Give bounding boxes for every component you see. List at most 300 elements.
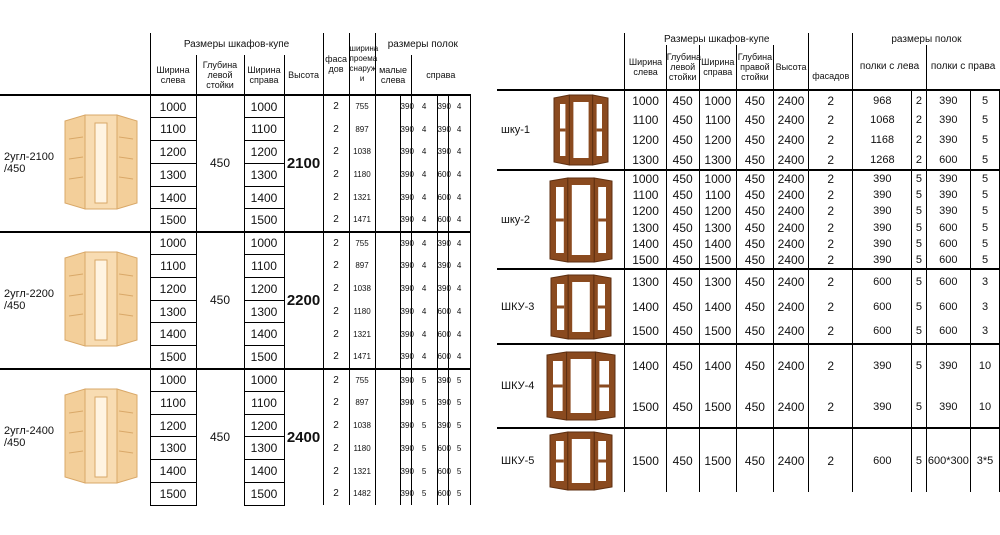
- cell-n2: 3: [971, 269, 1000, 294]
- table-row: [0, 369, 470, 392]
- width-left-cell: 1100: [150, 391, 196, 414]
- cell-dl: 450: [666, 130, 699, 150]
- cell-pl: 390: [853, 344, 912, 386]
- cell-dl: 450: [666, 90, 699, 110]
- right-shelf-cell: 600: [437, 437, 448, 460]
- cell-f: 2: [809, 170, 853, 187]
- opening-cell: 1321: [349, 323, 375, 346]
- cell-pl: 390: [853, 187, 912, 204]
- cell-h: 2400: [773, 187, 808, 204]
- cell-pl: 1168: [853, 130, 912, 150]
- width-right-cell: 1500: [244, 346, 284, 369]
- facades-cell: 2: [323, 118, 349, 141]
- cell-pr: 390: [926, 110, 970, 130]
- width-right-cell: 1100: [244, 391, 284, 414]
- cell-pr: 600: [926, 319, 970, 344]
- cell-dl: 450: [666, 220, 699, 237]
- right-shelf-count-cell: 4: [448, 141, 470, 164]
- right-shelf-cell: 390: [437, 95, 448, 118]
- width-right-cell: 1400: [244, 323, 284, 346]
- width-right-cell: 1200: [244, 414, 284, 437]
- cell-n1: 5: [912, 428, 926, 492]
- opening-cell: 1180: [349, 300, 375, 323]
- small-left-count-cell: 5: [411, 483, 437, 506]
- wardrobe-image: [53, 95, 150, 232]
- small-left-count-cell: 4: [411, 95, 437, 118]
- cell-n1: 2: [912, 90, 926, 110]
- cell-wr: 1100: [699, 187, 736, 204]
- opening-cell: 1038: [349, 277, 375, 300]
- small-left-cell: 390: [400, 255, 411, 278]
- width-left-cell: 1500: [150, 483, 196, 506]
- right-shelf-count-cell: 5: [448, 483, 470, 506]
- left-wardrobe-table: [0, 33, 471, 506]
- cell-h: 2400: [773, 428, 808, 492]
- cell-dl: 450: [666, 319, 699, 344]
- cell-wl: 1200: [625, 130, 666, 150]
- cell-n1: 5: [912, 269, 926, 294]
- small-left-cell: 390: [400, 369, 411, 392]
- cell-wl: 1400: [625, 236, 666, 253]
- opening-cell: 1482: [349, 483, 375, 506]
- cell-pl: 390: [853, 386, 912, 428]
- right-shelf-count-cell: 5: [448, 437, 470, 460]
- cell-n1: 5: [912, 220, 926, 237]
- cell-pr: 390: [926, 90, 970, 110]
- cell-pr: 600: [926, 269, 970, 294]
- cell-n1: 5: [912, 344, 926, 386]
- facades-cell: 2: [323, 163, 349, 186]
- spacer-cell: [375, 483, 400, 506]
- shelf-sizes-header: размеры полок: [375, 33, 470, 55]
- small-left-cell: 390: [400, 483, 411, 506]
- spacer-cell: [375, 323, 400, 346]
- spacer-cell: [375, 300, 400, 323]
- right-shelf-count-cell: 5: [448, 369, 470, 392]
- cell-dl: 450: [666, 203, 699, 220]
- cell-n2: 5: [971, 187, 1000, 204]
- cell-h: 2400: [773, 170, 808, 187]
- cell-n1: 5: [912, 203, 926, 220]
- cell-wr: 1500: [699, 319, 736, 344]
- right-shelf-cell: 600: [437, 483, 448, 506]
- cell-dr: 450: [736, 294, 773, 319]
- cell-f: 2: [809, 253, 853, 270]
- small-left-cell: 390: [400, 414, 411, 437]
- cell-wr: 1500: [699, 253, 736, 270]
- spacer-cell: [375, 141, 400, 164]
- cell-f: 2: [809, 130, 853, 150]
- small-left-count-cell: 5: [411, 369, 437, 392]
- model-name: ШКУ-5: [497, 428, 538, 492]
- opening-cell: 1321: [349, 186, 375, 209]
- width-left-cell: 1300: [150, 437, 196, 460]
- cell-pl: 390: [853, 236, 912, 253]
- width-left-cell: 1300: [150, 163, 196, 186]
- right-shelf-cell: 600: [437, 300, 448, 323]
- opening-cell: 755: [349, 369, 375, 392]
- cell-f: 2: [809, 294, 853, 319]
- cell-pl: 1268: [853, 150, 912, 170]
- width-right-cell: 1000: [244, 369, 284, 392]
- wardrobe-image: [538, 344, 625, 428]
- small-left-cell: 390: [400, 186, 411, 209]
- opening-cell: 1180: [349, 437, 375, 460]
- cell-dl: 450: [666, 386, 699, 428]
- cell-dr: 450: [736, 236, 773, 253]
- cell-h: 2400: [773, 203, 808, 220]
- right-shelf-count-cell: 4: [448, 346, 470, 369]
- depth-left-header: Глубина левой стойки: [196, 55, 244, 95]
- right-shelf-cell: 390: [437, 255, 448, 278]
- right-shelf-cell: 390: [437, 141, 448, 164]
- cell-n2: 3: [971, 294, 1000, 319]
- small-left-count-cell: 4: [411, 277, 437, 300]
- table-row: [497, 269, 1000, 294]
- width-left-cell: 1400: [150, 323, 196, 346]
- cell-dr: 450: [736, 203, 773, 220]
- width-left-cell: 1100: [150, 118, 196, 141]
- small-left-count-cell: 5: [411, 391, 437, 414]
- right-shelf-cell: 390: [437, 369, 448, 392]
- small-left-cell: 390: [400, 163, 411, 186]
- right-shelf-count-cell: 4: [448, 277, 470, 300]
- cell-f: 2: [809, 236, 853, 253]
- cell-wl: 1400: [625, 294, 666, 319]
- facades-cell: 2: [323, 414, 349, 437]
- cell-h: 2400: [773, 344, 808, 386]
- wardrobe-image: [53, 232, 150, 369]
- cell-pr: 390: [926, 344, 970, 386]
- cell-wl: 1000: [625, 90, 666, 110]
- width-right-cell: 1200: [244, 277, 284, 300]
- width-left-cell: 1500: [150, 346, 196, 369]
- opening-cell: 897: [349, 391, 375, 414]
- opening-cell: 1180: [349, 163, 375, 186]
- small-left-header: малые слева: [375, 55, 411, 95]
- cell-h: 2400: [773, 110, 808, 130]
- cell-pr: 390: [926, 187, 970, 204]
- sizes-header: Размеры шкафов-купе: [150, 33, 323, 55]
- cell-f: 2: [809, 428, 853, 492]
- facades-cell: 2: [323, 437, 349, 460]
- cell-wl: 1200: [625, 203, 666, 220]
- right-shelf-count-cell: 4: [448, 209, 470, 232]
- right-shelf-count-cell: 4: [448, 95, 470, 118]
- table-row: [497, 90, 1000, 110]
- facades-cell: 2: [323, 323, 349, 346]
- cell-wl: 1500: [625, 428, 666, 492]
- cell-n2: 5: [971, 236, 1000, 253]
- cell-wr: 1300: [699, 150, 736, 170]
- small-left-count-cell: 4: [411, 209, 437, 232]
- cell-pl: 1068: [853, 110, 912, 130]
- facades-cell: 2: [323, 141, 349, 164]
- depth-left-header: Глубина левой стойки: [666, 45, 699, 90]
- cell-dr: 450: [736, 428, 773, 492]
- cell-f: 2: [809, 269, 853, 294]
- cell-wr: 1400: [699, 236, 736, 253]
- small-left-count-cell: 4: [411, 232, 437, 255]
- cell-n1: 5: [912, 294, 926, 319]
- cell-n1: 5: [912, 253, 926, 270]
- cell-wl: 1000: [625, 170, 666, 187]
- model-name: 2угл-2400 /450: [0, 369, 53, 506]
- width-right-cell: 1400: [244, 460, 284, 483]
- cell-f: 2: [809, 220, 853, 237]
- facades-cell: 2: [323, 346, 349, 369]
- cell-dr: 450: [736, 269, 773, 294]
- cell-wr: 1100: [699, 110, 736, 130]
- cell-wr: 1400: [699, 344, 736, 386]
- cell-dr: 450: [736, 187, 773, 204]
- cell-h: 2400: [773, 150, 808, 170]
- wardrobe-image: [538, 90, 625, 170]
- wardrobe-image: [538, 170, 625, 269]
- cell-n2: 5: [971, 170, 1000, 187]
- cell-dl: 450: [666, 428, 699, 492]
- right-wardrobe-table: [497, 33, 1000, 492]
- opening-cell: 1038: [349, 141, 375, 164]
- cell-h: 2400: [773, 220, 808, 237]
- small-left-cell: 390: [400, 118, 411, 141]
- shelves-left-header: полки с лева: [853, 45, 926, 90]
- right-shelf-count-cell: 4: [448, 255, 470, 278]
- cell-wl: 1400: [625, 344, 666, 386]
- facades-cell: 2: [323, 483, 349, 506]
- width-right-cell: 1400: [244, 186, 284, 209]
- cell-dl: 450: [666, 344, 699, 386]
- width-left-cell: 1000: [150, 95, 196, 118]
- cell-wr: 1400: [699, 294, 736, 319]
- spacer-cell: [375, 391, 400, 414]
- facades-cell: 2: [323, 232, 349, 255]
- cell-n2: 5: [971, 90, 1000, 110]
- cell-n2: 5: [971, 220, 1000, 237]
- spacer-cell: [375, 209, 400, 232]
- facades-cell: 2: [323, 300, 349, 323]
- width-right-cell: 1300: [244, 437, 284, 460]
- right-shelf-count-cell: 4: [448, 323, 470, 346]
- cell-wr: 1300: [699, 220, 736, 237]
- cell-wl: 1300: [625, 220, 666, 237]
- cell-n1: 2: [912, 110, 926, 130]
- cell-n2: 5: [971, 253, 1000, 270]
- height-cell: 2400: [284, 369, 323, 506]
- cell-wl: 1500: [625, 319, 666, 344]
- cell-wr: 1200: [699, 130, 736, 150]
- width-right-header: Ширина справа: [699, 45, 736, 90]
- cell-n2: 3: [971, 319, 1000, 344]
- small-left-cell: 390: [400, 323, 411, 346]
- spacer-cell: [375, 277, 400, 300]
- cell-pl: 390: [853, 220, 912, 237]
- small-left-count-cell: 4: [411, 186, 437, 209]
- small-left-count-cell: 4: [411, 141, 437, 164]
- depth-left-cell: 450: [196, 369, 244, 506]
- cell-dr: 450: [736, 150, 773, 170]
- small-left-count-cell: 4: [411, 346, 437, 369]
- height-header: Высота: [284, 55, 323, 95]
- width-left-header: Ширина слева: [150, 55, 196, 95]
- cell-pl: 968: [853, 90, 912, 110]
- cell-n1: 5: [912, 170, 926, 187]
- cell-pl: 390: [853, 253, 912, 270]
- right-shelf-count-cell: 4: [448, 163, 470, 186]
- right-shelf-cell: 390: [437, 232, 448, 255]
- cell-dr: 450: [736, 90, 773, 110]
- cell-n2: 5: [971, 150, 1000, 170]
- right-shelf-count-cell: 5: [448, 391, 470, 414]
- model-name: 2угл-2200 /450: [0, 232, 53, 369]
- width-right-cell: 1300: [244, 163, 284, 186]
- right-shelf-cell: 390: [437, 391, 448, 414]
- cell-h: 2400: [773, 386, 808, 428]
- width-right-cell: 1200: [244, 141, 284, 164]
- cell-n2: 10: [971, 344, 1000, 386]
- width-right-cell: 1100: [244, 118, 284, 141]
- cell-h: 2400: [773, 294, 808, 319]
- right-shelf-count-cell: 4: [448, 118, 470, 141]
- cell-pr: 600: [926, 220, 970, 237]
- right-shelf-cell: 600: [437, 209, 448, 232]
- small-left-cell: 390: [400, 141, 411, 164]
- cell-dl: 450: [666, 269, 699, 294]
- cell-pr: 390: [926, 203, 970, 220]
- cell-wr: 1200: [699, 203, 736, 220]
- cell-wl: 1300: [625, 269, 666, 294]
- right-shelf-cell: 600: [437, 163, 448, 186]
- spacer-cell: [375, 460, 400, 483]
- width-left-cell: 1000: [150, 369, 196, 392]
- spacer-cell: [375, 414, 400, 437]
- opening-cell: 755: [349, 95, 375, 118]
- opening-cell: 755: [349, 232, 375, 255]
- right-shelf-count-cell: 5: [448, 414, 470, 437]
- facades-cell: 2: [323, 369, 349, 392]
- right-header: справа: [411, 55, 470, 95]
- model-name: ШКУ-4: [497, 344, 538, 428]
- cell-wr: 1500: [699, 428, 736, 492]
- cell-n1: 5: [912, 319, 926, 344]
- opening-header: ширина проема снаруж и: [349, 33, 375, 95]
- cell-pr: 390: [926, 130, 970, 150]
- cell-h: 2400: [773, 319, 808, 344]
- cell-dr: 450: [736, 344, 773, 386]
- width-left-cell: 1300: [150, 300, 196, 323]
- cell-pl: 600: [853, 294, 912, 319]
- small-left-cell: 390: [400, 232, 411, 255]
- small-left-cell: 390: [400, 391, 411, 414]
- facades-cell: 2: [323, 209, 349, 232]
- table-row: [497, 344, 1000, 386]
- height-cell: 2100: [284, 95, 323, 232]
- cell-h: 2400: [773, 253, 808, 270]
- opening-cell: 1038: [349, 414, 375, 437]
- cell-pl: 600: [853, 269, 912, 294]
- spacer-cell: [375, 163, 400, 186]
- width-left-cell: 1100: [150, 255, 196, 278]
- cell-wl: 1500: [625, 386, 666, 428]
- small-left-count-cell: 4: [411, 323, 437, 346]
- table-row: [0, 232, 470, 255]
- cell-dl: 450: [666, 110, 699, 130]
- cell-dr: 450: [736, 319, 773, 344]
- right-shelf-cell: 390: [437, 414, 448, 437]
- cell-n2: 3*5: [971, 428, 1000, 492]
- small-left-count-cell: 4: [411, 300, 437, 323]
- width-right-cell: 1300: [244, 300, 284, 323]
- cell-pr: 390: [926, 386, 970, 428]
- right-shelf-cell: 390: [437, 277, 448, 300]
- small-left-cell: 390: [400, 300, 411, 323]
- facades-cell: 2: [323, 391, 349, 414]
- wardrobe-image: [538, 428, 625, 492]
- model-name: 2угл-2100 /450: [0, 95, 53, 232]
- cell-pl: 390: [853, 203, 912, 220]
- facades-cell: 2: [323, 277, 349, 300]
- width-left-cell: 1400: [150, 460, 196, 483]
- cell-pl: 390: [853, 170, 912, 187]
- cell-wl: 1500: [625, 253, 666, 270]
- width-left-cell: 1500: [150, 209, 196, 232]
- cell-pl: 600: [853, 319, 912, 344]
- small-left-count-cell: 4: [411, 255, 437, 278]
- shelf-sizes-header: размеры полок: [853, 33, 1000, 45]
- cell-pr: 600: [926, 150, 970, 170]
- right-shelf-cell: 390: [437, 118, 448, 141]
- opening-cell: 1471: [349, 346, 375, 369]
- small-left-count-cell: 4: [411, 163, 437, 186]
- table-row: [497, 428, 1000, 492]
- cell-dl: 450: [666, 170, 699, 187]
- small-left-count-cell: 4: [411, 118, 437, 141]
- cell-pr: 600: [926, 294, 970, 319]
- cell-wl: 1100: [625, 187, 666, 204]
- spacer-cell: [375, 186, 400, 209]
- width-right-cell: 1500: [244, 209, 284, 232]
- cell-wl: 1100: [625, 110, 666, 130]
- cell-h: 2400: [773, 90, 808, 110]
- right-shelf-cell: 600: [437, 186, 448, 209]
- width-left-cell: 1200: [150, 277, 196, 300]
- spacer-cell: [375, 369, 400, 392]
- shelves-right-header: полки с права: [926, 45, 999, 90]
- right-shelf-cell: 600: [437, 460, 448, 483]
- opening-cell: 897: [349, 255, 375, 278]
- cell-dr: 450: [736, 253, 773, 270]
- small-left-cell: 390: [400, 437, 411, 460]
- facades-header: фаса дов: [323, 33, 349, 95]
- cell-wr: 1500: [699, 386, 736, 428]
- cell-dl: 450: [666, 150, 699, 170]
- right-shelf-cell: 600: [437, 346, 448, 369]
- cell-n1: 5: [912, 236, 926, 253]
- facades-cell: 2: [323, 186, 349, 209]
- model-name: шку-2: [497, 170, 538, 269]
- cell-dl: 450: [666, 253, 699, 270]
- cell-f: 2: [809, 386, 853, 428]
- wardrobe-image: [538, 269, 625, 344]
- facades-cell: 2: [323, 255, 349, 278]
- depth-left-cell: 450: [196, 95, 244, 232]
- cell-dr: 450: [736, 386, 773, 428]
- height-cell: 2200: [284, 232, 323, 369]
- small-left-cell: 390: [400, 277, 411, 300]
- spacer-cell: [375, 255, 400, 278]
- cell-wl: 1300: [625, 150, 666, 170]
- facades-cell: 2: [323, 95, 349, 118]
